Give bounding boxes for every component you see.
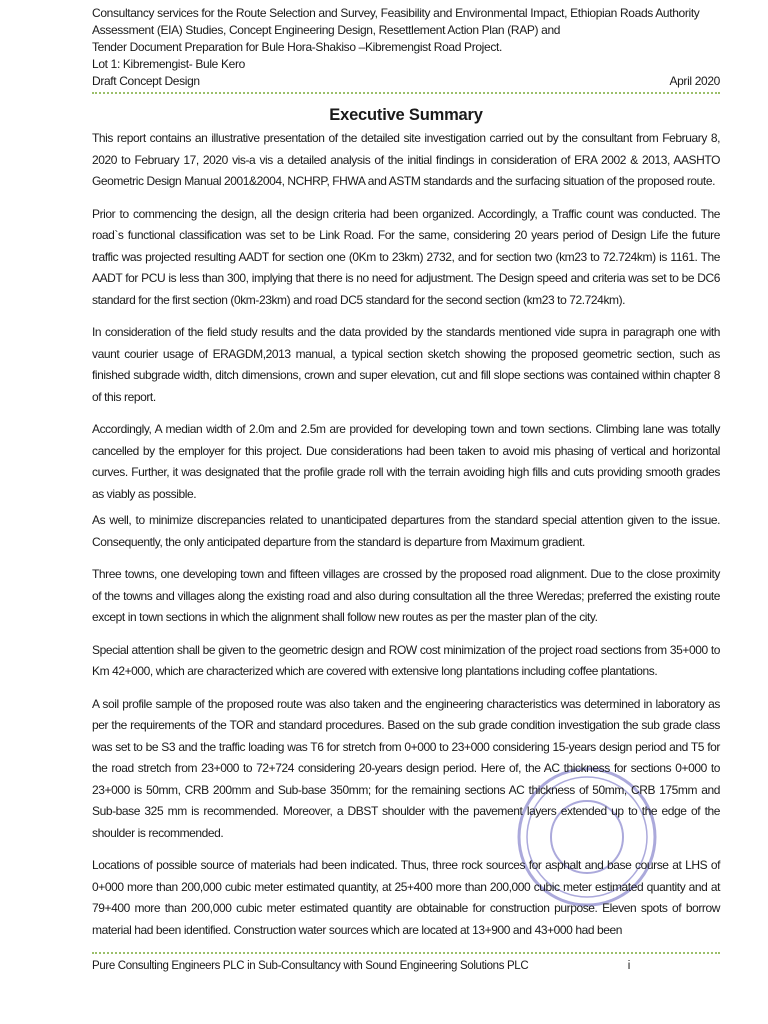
paragraph: Locations of possible source of materials had been indicated. Thus, three rock sources for asphalt and base course at LHS of 0+000 more than 200,000 cubic meter estimated quantity, at 25+400 more than 200,000 cubic meter estimated quantity and at 79+400 more than 200,000 cubic meter estimated quantity are obtainable for construction purpose. Eleven spots of borrow material had been identified. Construction water sources which are located at 13+900 and 43+000 had been [92, 858, 720, 937]
footer-divider [92, 952, 720, 954]
paragraph: Prior to commencing the design, all the design criteria had been organized. Accordingly, a Traffic count was conducted. The road`s functional classification was set to be Link Road. For the same, considering 20 years period of Design Life the future traffic was projected resulting AADT for section one (0Km to 23km) 2732, and for section two (km23 to 72.724km) is 1161. The AADT for PCU is less than 300, implying that there is no need for adjustment. The Design speed and criteria was set to be DC6 standard for the first section (0km-23km) and road DC5 standard for the second section (km23 to 72.724km). [92, 206, 720, 307]
header-divider [92, 92, 720, 94]
paragraph: Three towns, one developing town and fifteen villages are crossed by the proposed road alignment. Due to the close proximity of the towns and villages along the existing road and also during consultation all the three Weredas; preferred the existing route except in town sections in which the alignment shall follow new routes as per the master plan of the city. [92, 567, 720, 624]
page-number: i [627, 960, 630, 972]
footer [92, 960, 720, 972]
paragraph: Accordingly, A median width of 2.0m and 2.5m are provided for developing town and town sections. Climbing lane was totally cancelled by the employer for this project. Due considerations had been taken to avoid mis phasing of vertical and horizontal curves. Further, it was designated that the profile grade roll with the terrain avoiding high fills and cuts providing smooth grades as viably as possible. [92, 422, 720, 501]
header-line: Assessment (EIA) Studies, Concept Engineering Design, Resettlement Action Plan (RAP) and [92, 23, 561, 37]
page-title: Executive Summary [329, 106, 483, 124]
paragraph: This report contains an illustrative presentation of the detailed site investigation carried out by the consultant from February 8, 2020 to February 17, 2020 vis-a vis a detailed analysis of the initial findings in consideration of ERA 2002 & 2013, AASHTO Geometric Design Manual 2001&2004, NCHRP, FHWA and ASTM standards and the surfacing situation of the proposed route. [92, 131, 720, 188]
paragraph: As well, to minimize discrepancies related to unanticipated departures from the standard special attention given to the issue. Consequently, the only anticipated departure from the standard is departure from Maximum gradient. [92, 513, 720, 549]
header-last-row [92, 73, 720, 90]
footer-text: Pure Consulting Engineers PLC in Sub-Consultancy with Sound Engineering Solutions PLC [92, 960, 529, 972]
paragraph: In consideration of the field study results and the data provided by the standards mentioned vide supra in paragraph one with vaunt courier usage of ERAGDM,2013 manual, a typical section sketch showing the proposed geometric section, such as finished subgrade width, ditch dimensions, crown and super elevation, cut and fill slope sections was contained within chapter 8 of this report. [92, 325, 720, 404]
header-line: Tender Document Preparation for Bule Hora-Shakiso –Kibremengist Road Project. [92, 40, 502, 54]
header-line: Draft Concept Design [92, 74, 200, 88]
header-date: April 2020 [669, 74, 720, 88]
header-line: Lot 1: Kibremengist- Bule Kero [92, 57, 245, 71]
paragraph: Special attention shall be given to the geometric design and ROW cost minimization of the project road sections from 35+000 to Km 42+000, which are characterized which are covered with extensive long plantations including coffee plantations. [92, 642, 720, 678]
header-line: Consultancy services for the Route Selection and Survey, Feasibility and Environmental Impact, Ethiopian Roads Authority [92, 6, 700, 20]
paragraph: A soil profile sample of the proposed route was also taken and the engineering characteristics was determined in laboratory as per the requirements of the TOR and standard procedures. Based on the sub grade condition investigation the sub grade class was set to be S3 and the traffic loading was T6 for stretch from 0+000 to 23+000 considering 15-years design period and T5 for the road stretch from 23+000 to 72+724 considering 20-years design period. Here of, the AC thickness for sections 0+000 to 23+000 is 50mm, CRB 200mm and Sub-base 350mm; for the remaining sections AC thickness of 50mm, CRB 175mm and Sub-base 325 mm is recommended. Moreover, a DBST shoulder with the pavement layers extended up to the edge of the shoulder is recommended. [92, 696, 720, 840]
